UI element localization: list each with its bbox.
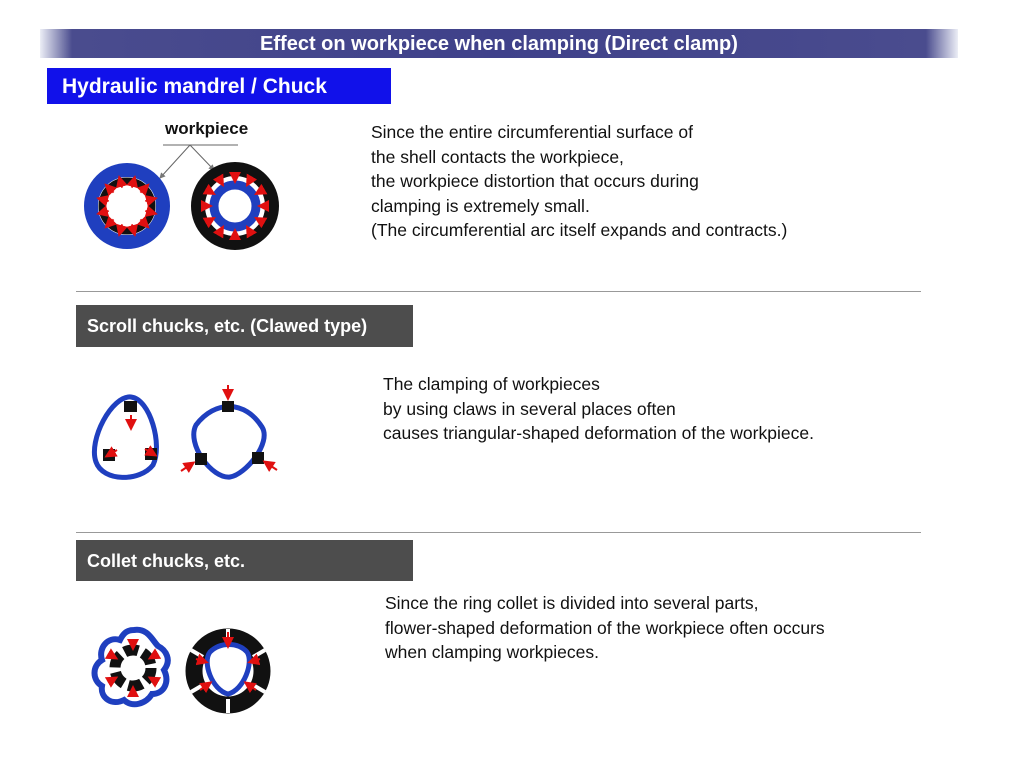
claw-arrow (181, 463, 193, 471)
scroll-chuck-figure-triangle (194, 401, 264, 477)
description-line: (The circumferential arc itself expands and contracts.) (371, 220, 788, 240)
scroll-chuck-figure-concave (94, 397, 157, 477)
section-heading-hydraulic: Hydraulic mandrel / Chuck (47, 68, 391, 104)
description-line: by using claws in several places often (383, 398, 676, 419)
description-line: the workpiece distortion that occurs during (371, 171, 699, 191)
section-heading-collet: Collet chucks, etc. (76, 540, 413, 581)
description-line: causes triangular-shaped deformation of the workpiece. (383, 423, 814, 443)
claw-arrow (265, 462, 277, 470)
description-line: clamping is extremely small. (371, 195, 590, 216)
clamping-force-arrows (99, 173, 277, 696)
description-line: when clamping workpieces. (385, 642, 599, 662)
collet-chuck-figure-flower (95, 630, 168, 704)
description-line: Since the entire circumferential surface of (371, 122, 693, 142)
section-heading-scroll: Scroll chucks, etc. (Clawed type) (76, 305, 413, 347)
hydraulic-mandrel-figure (91, 170, 163, 242)
description-line: the shell contacts the workpiece, (371, 146, 624, 167)
page-title: Effect on workpiece when clamping (Direct clamp) (40, 29, 958, 58)
description-line: The clamping of workpieces (383, 374, 600, 394)
description-line: flower-shaped deformation of the workpiece often occurs (385, 617, 825, 638)
description-line: Since the ring collet is divided into several parts, (385, 593, 759, 613)
workpiece-label: workpiece (165, 119, 249, 138)
